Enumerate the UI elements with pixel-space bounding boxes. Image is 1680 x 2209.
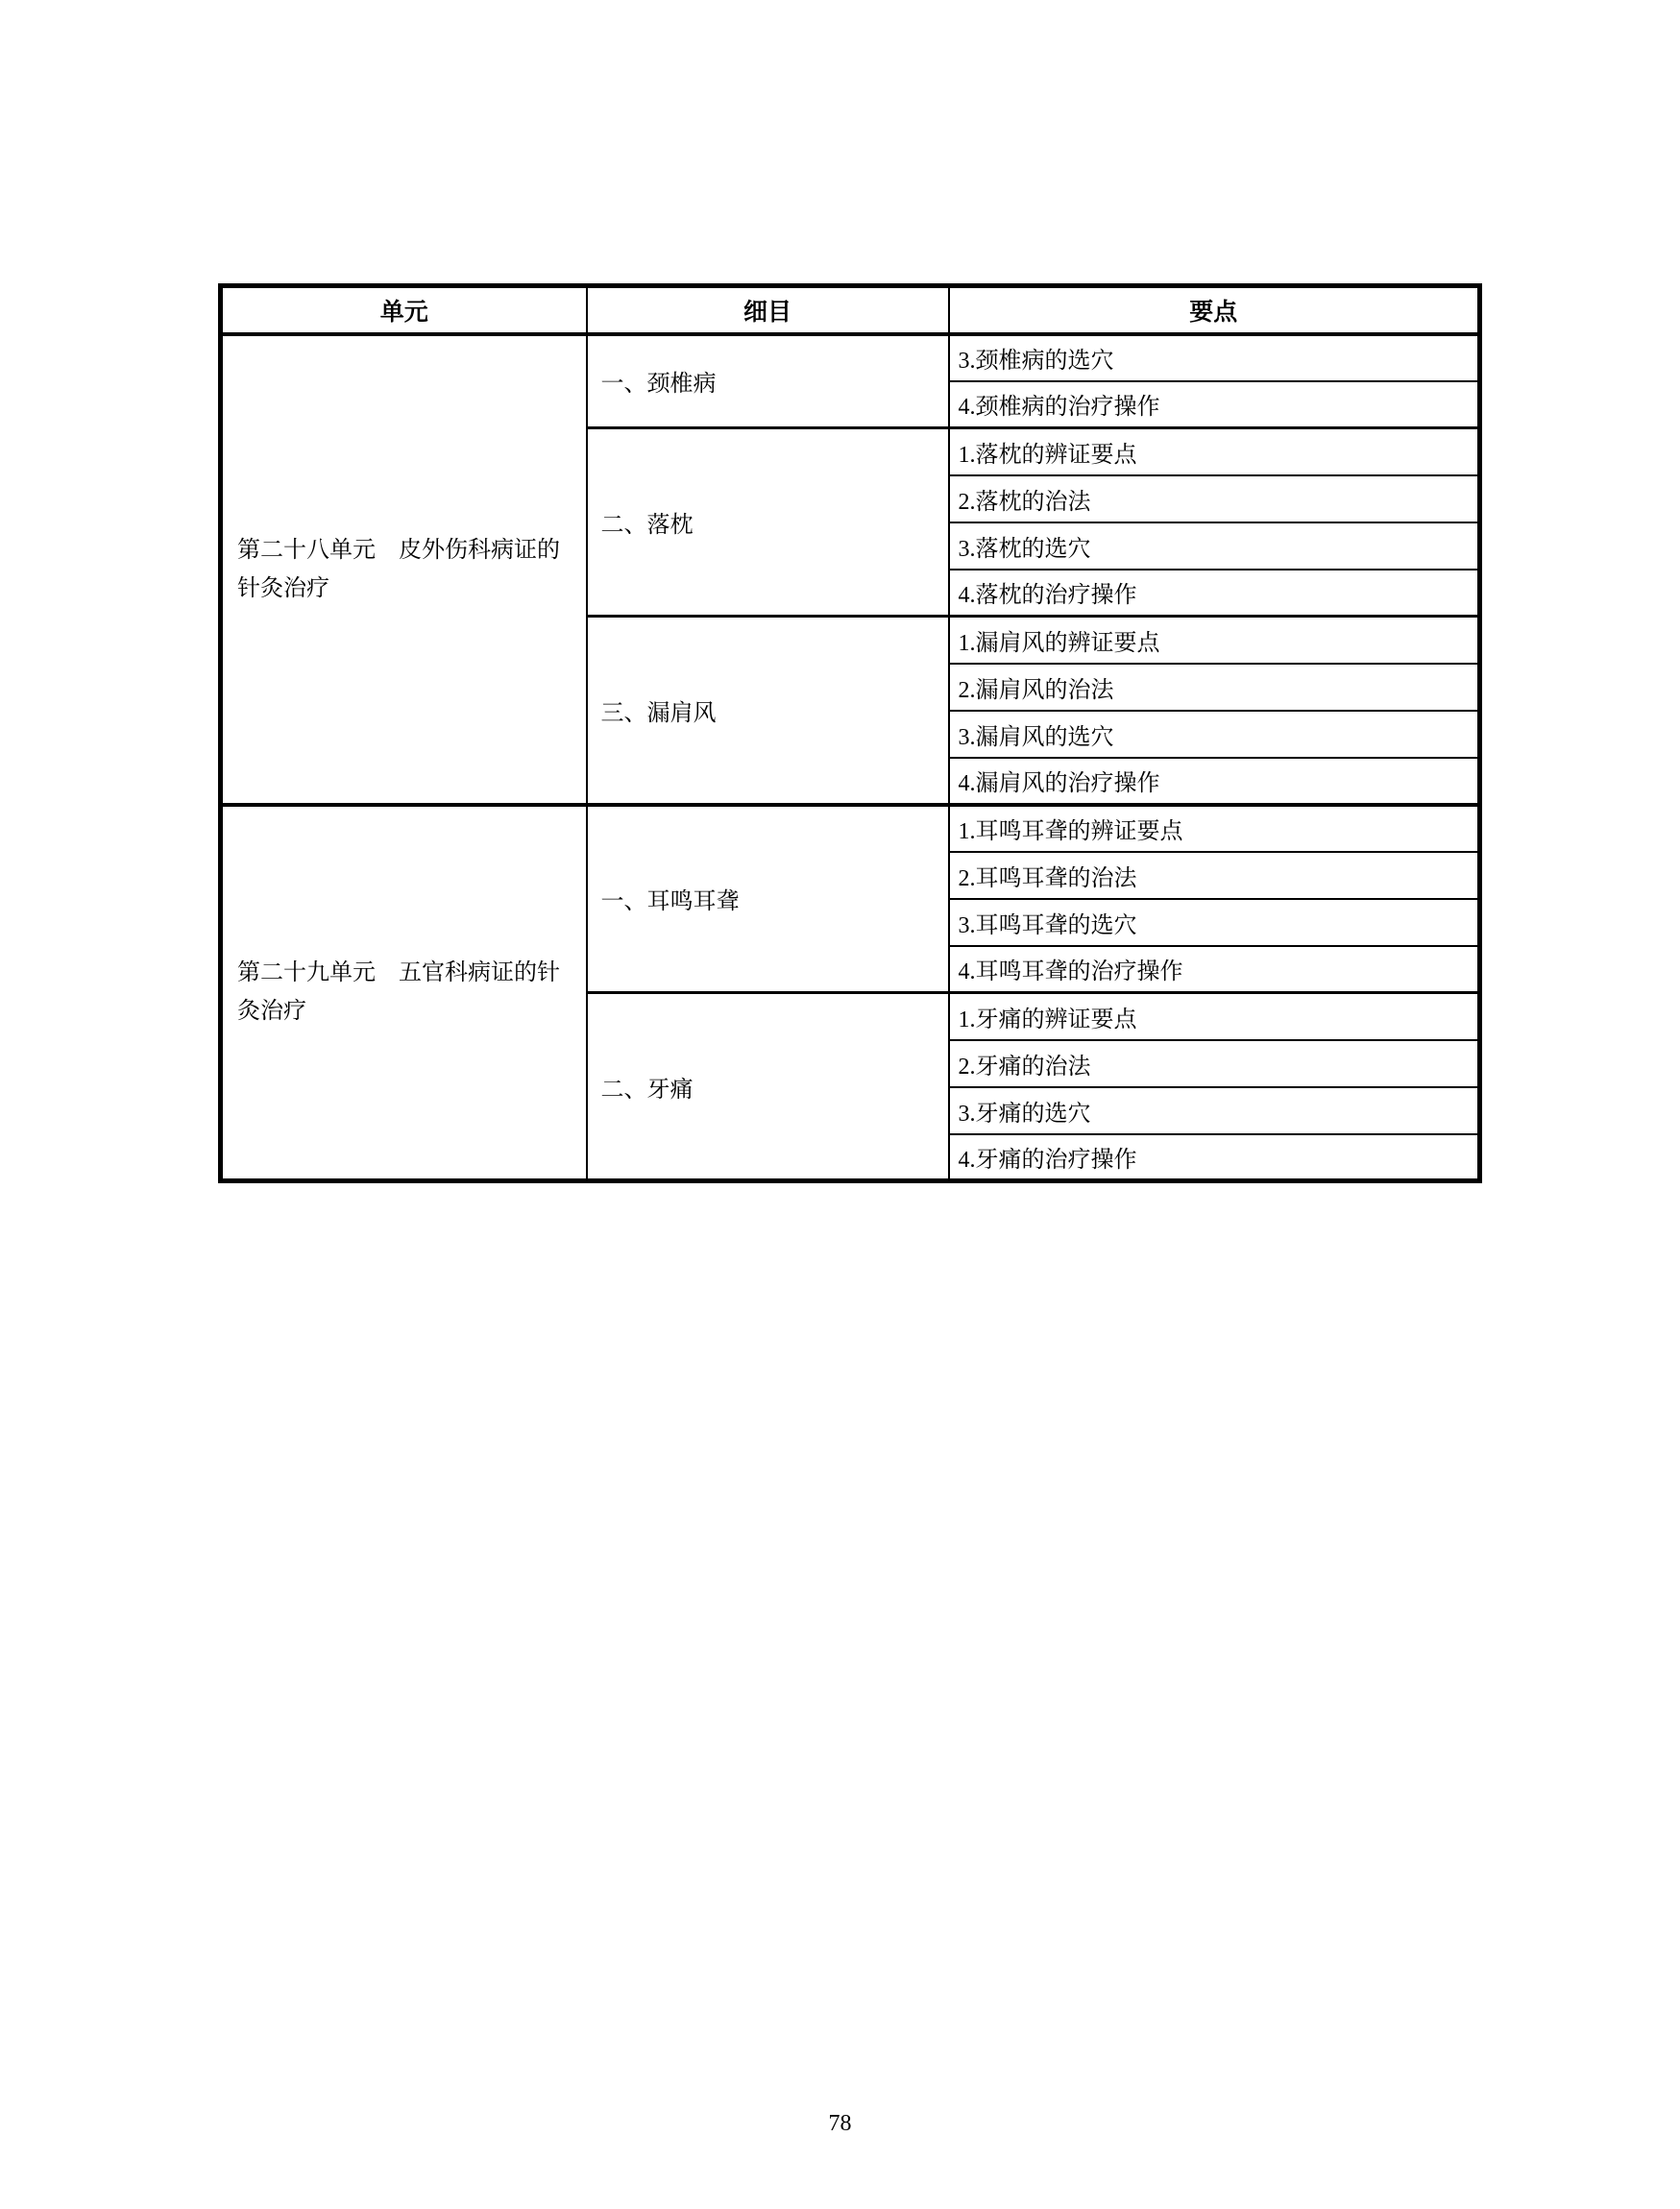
item-cell: 二、牙痛 xyxy=(587,993,949,1181)
point-cell: 1.耳鸣耳聋的辨证要点 xyxy=(949,805,1480,852)
point-cell: 4.落枕的治疗操作 xyxy=(949,570,1480,617)
page-number: 78 xyxy=(828,2111,852,2136)
item-cell: 三、漏肩风 xyxy=(587,617,949,805)
point-cell: 4.漏肩风的治疗操作 xyxy=(949,758,1480,805)
point-cell: 2.漏肩风的治法 xyxy=(949,664,1480,711)
point-cell: 2.耳鸣耳聋的治法 xyxy=(949,852,1480,899)
point-cell: 4.颈椎病的治疗操作 xyxy=(949,381,1480,428)
point-cell: 3.耳鸣耳聋的选穴 xyxy=(949,899,1480,946)
point-cell: 1.落枕的辨证要点 xyxy=(949,428,1480,475)
point-cell: 1.牙痛的辨证要点 xyxy=(949,993,1480,1040)
column-header-unit: 单元 xyxy=(221,286,587,334)
syllabus-table xyxy=(218,283,1482,1183)
point-cell: 1.漏肩风的辨证要点 xyxy=(949,617,1480,664)
point-cell: 2.牙痛的治法 xyxy=(949,1040,1480,1087)
item-cell: 二、落枕 xyxy=(587,428,949,617)
table-row xyxy=(221,805,1480,852)
point-cell: 2.落枕的治法 xyxy=(949,475,1480,522)
column-header-points: 要点 xyxy=(949,286,1480,334)
point-cell: 3.漏肩风的选穴 xyxy=(949,711,1480,758)
point-cell: 4.牙痛的治疗操作 xyxy=(949,1134,1480,1181)
point-cell: 4.耳鸣耳聋的治疗操作 xyxy=(949,946,1480,993)
table-row xyxy=(221,334,1480,381)
table-header-row xyxy=(221,286,1480,334)
unit-cell: 第二十八单元 皮外伤科病证的针灸治疗 xyxy=(221,334,587,805)
column-header-item: 细目 xyxy=(587,286,949,334)
item-cell: 一、耳鸣耳聋 xyxy=(587,805,949,993)
item-cell: 一、颈椎病 xyxy=(587,334,949,428)
point-cell: 3.落枕的选穴 xyxy=(949,522,1480,570)
unit-cell: 第二十九单元 五官科病证的针灸治疗 xyxy=(221,805,587,1181)
point-cell: 3.牙痛的选穴 xyxy=(949,1087,1480,1134)
point-cell: 3.颈椎病的选穴 xyxy=(949,334,1480,381)
